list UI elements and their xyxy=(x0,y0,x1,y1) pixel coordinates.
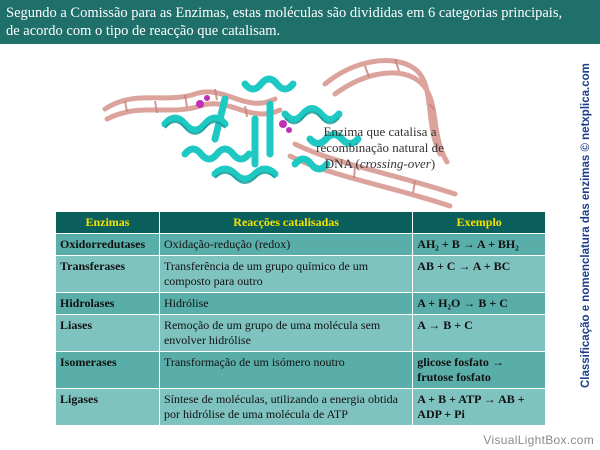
reaction-example: AH₂ + B → A + BH₂ xyxy=(413,234,546,256)
image-caption xyxy=(300,124,460,172)
header-reaccoes: Reacções catalisadas xyxy=(159,212,412,234)
table-row xyxy=(56,315,546,352)
table-header-row xyxy=(56,212,546,234)
enzyme-name: Transferases xyxy=(56,256,160,293)
header-exemplo: Exemplo xyxy=(413,212,546,234)
reaction-description: Síntese de moléculas, utilizando a energia obtida por hidrólise de uma molécula de ATP xyxy=(159,389,412,426)
caption-line-3: DNA (crossing-over) xyxy=(324,156,436,171)
reaction-description: Hidrólise xyxy=(159,293,412,315)
side-credit: Classificação e nomenclatura das enzimas © netxplica.com xyxy=(580,63,592,388)
table-row xyxy=(56,256,546,293)
table-row xyxy=(56,293,546,315)
header-enzimas: Enzimas xyxy=(56,212,160,234)
banner-line-2: de acordo com o tipo de reacção que catalisam. xyxy=(6,23,281,39)
caption-line-2: recombinação natural de xyxy=(316,140,444,155)
banner-line-1: Segundo a Comissão para as Enzimas, estas moléculas são divididas em 6 categorias principais, xyxy=(6,5,563,21)
reaction-description: Transferência de um grupo químico de um composto para outro xyxy=(159,256,412,293)
enzyme-name: Oxidorredutases xyxy=(56,234,160,256)
reaction-example: A + B + ATP → AB + ADP + Pi xyxy=(413,389,546,426)
reaction-description: Transformação de um isómero noutro xyxy=(159,352,412,389)
caption-line-1: Enzima que catalisa a xyxy=(323,124,437,139)
reaction-example: A + H₂O → B + C xyxy=(413,293,546,315)
table-row xyxy=(56,389,546,426)
reaction-example: glicose fosfato → frutose fosfato xyxy=(413,352,546,389)
reaction-description: Remoção de um grupo de uma molécula sem envolver hidrólise xyxy=(159,315,412,352)
enzyme-name: Ligases xyxy=(56,389,160,426)
enzyme-name: Liases xyxy=(56,315,160,352)
enzyme-name: Hidrolases xyxy=(56,293,160,315)
reaction-description: Oxidação-redução (redox) xyxy=(159,234,412,256)
reaction-example: AB + C → A + BC xyxy=(413,256,546,293)
reaction-example: A → B + C xyxy=(413,315,546,352)
table-row xyxy=(56,234,546,256)
enzyme-name: Isomerases xyxy=(56,352,160,389)
title-banner xyxy=(0,0,600,44)
table-row xyxy=(56,352,546,389)
enzyme-classification-table xyxy=(55,211,546,426)
watermark: VisualLightBox.com xyxy=(483,433,594,447)
